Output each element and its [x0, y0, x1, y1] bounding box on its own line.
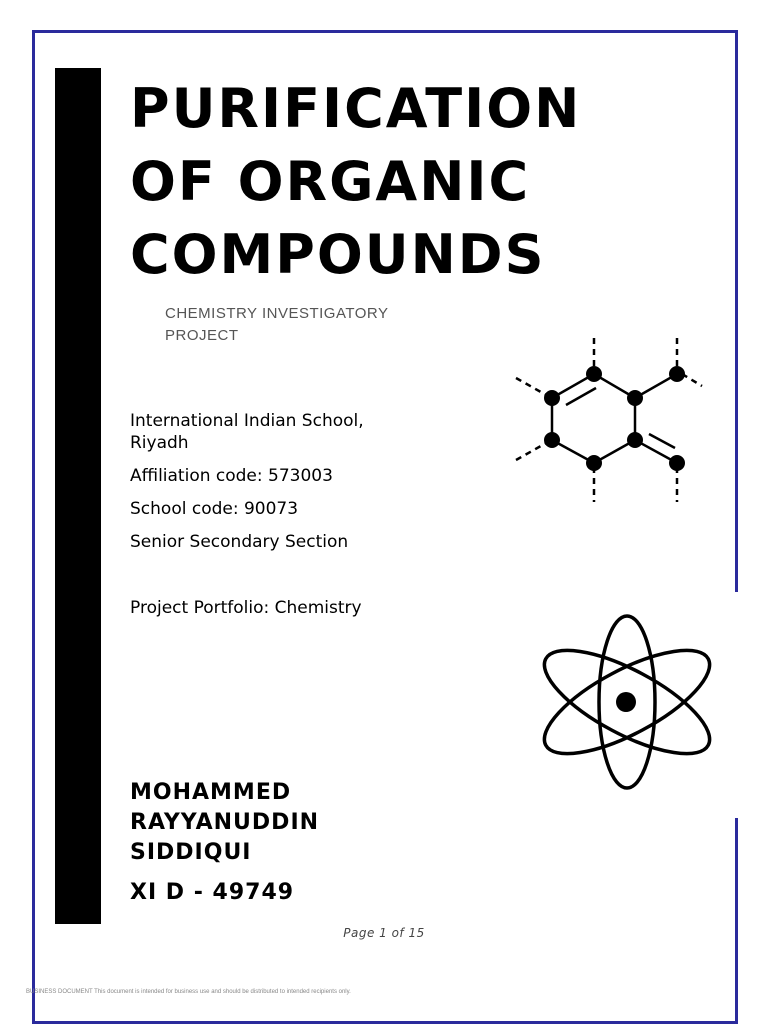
author-line-3: SIDDIQUI: [130, 840, 252, 865]
subtitle-line-1: CHEMISTRY INVESTIGATORY: [165, 305, 389, 322]
affiliation-code: Affiliation code: 573003: [130, 466, 333, 486]
title-line-3: COMPOUNDS: [130, 223, 546, 286]
page-number: Page 1 of 15: [343, 926, 425, 940]
project-portfolio: Project Portfolio: Chemistry: [130, 598, 362, 618]
title-line-2: OF ORGANIC: [130, 150, 531, 213]
atom-icon: [530, 610, 725, 795]
section-name: Senior Secondary Section: [130, 532, 349, 552]
school-name-line-2: Riyadh: [130, 433, 189, 453]
author-line-2: RAYYANUDDIN: [130, 810, 320, 835]
document-subtitle: [165, 303, 425, 347]
school-code: School code: 90073: [130, 499, 299, 519]
author-line-1: MOHAMMED: [130, 780, 292, 805]
document-title: [130, 72, 690, 291]
school-name: [130, 410, 430, 454]
subtitle-line-2: PROJECT: [165, 327, 239, 344]
benzene-molecule-icon: [510, 330, 710, 510]
author-name: [130, 778, 430, 868]
side-accent-bar: [55, 68, 101, 924]
school-name-line-1: International Indian School,: [130, 411, 364, 431]
frame-gap: [728, 592, 740, 818]
school-info: [130, 410, 430, 564]
class-roll-number: XI D - 49749: [130, 880, 295, 905]
title-line-1: PURIFICATION: [130, 77, 582, 140]
footer-notice: BUSINESS DOCUMENT This document is intended for business use and should be distributed to intended recipients only.: [26, 989, 351, 995]
